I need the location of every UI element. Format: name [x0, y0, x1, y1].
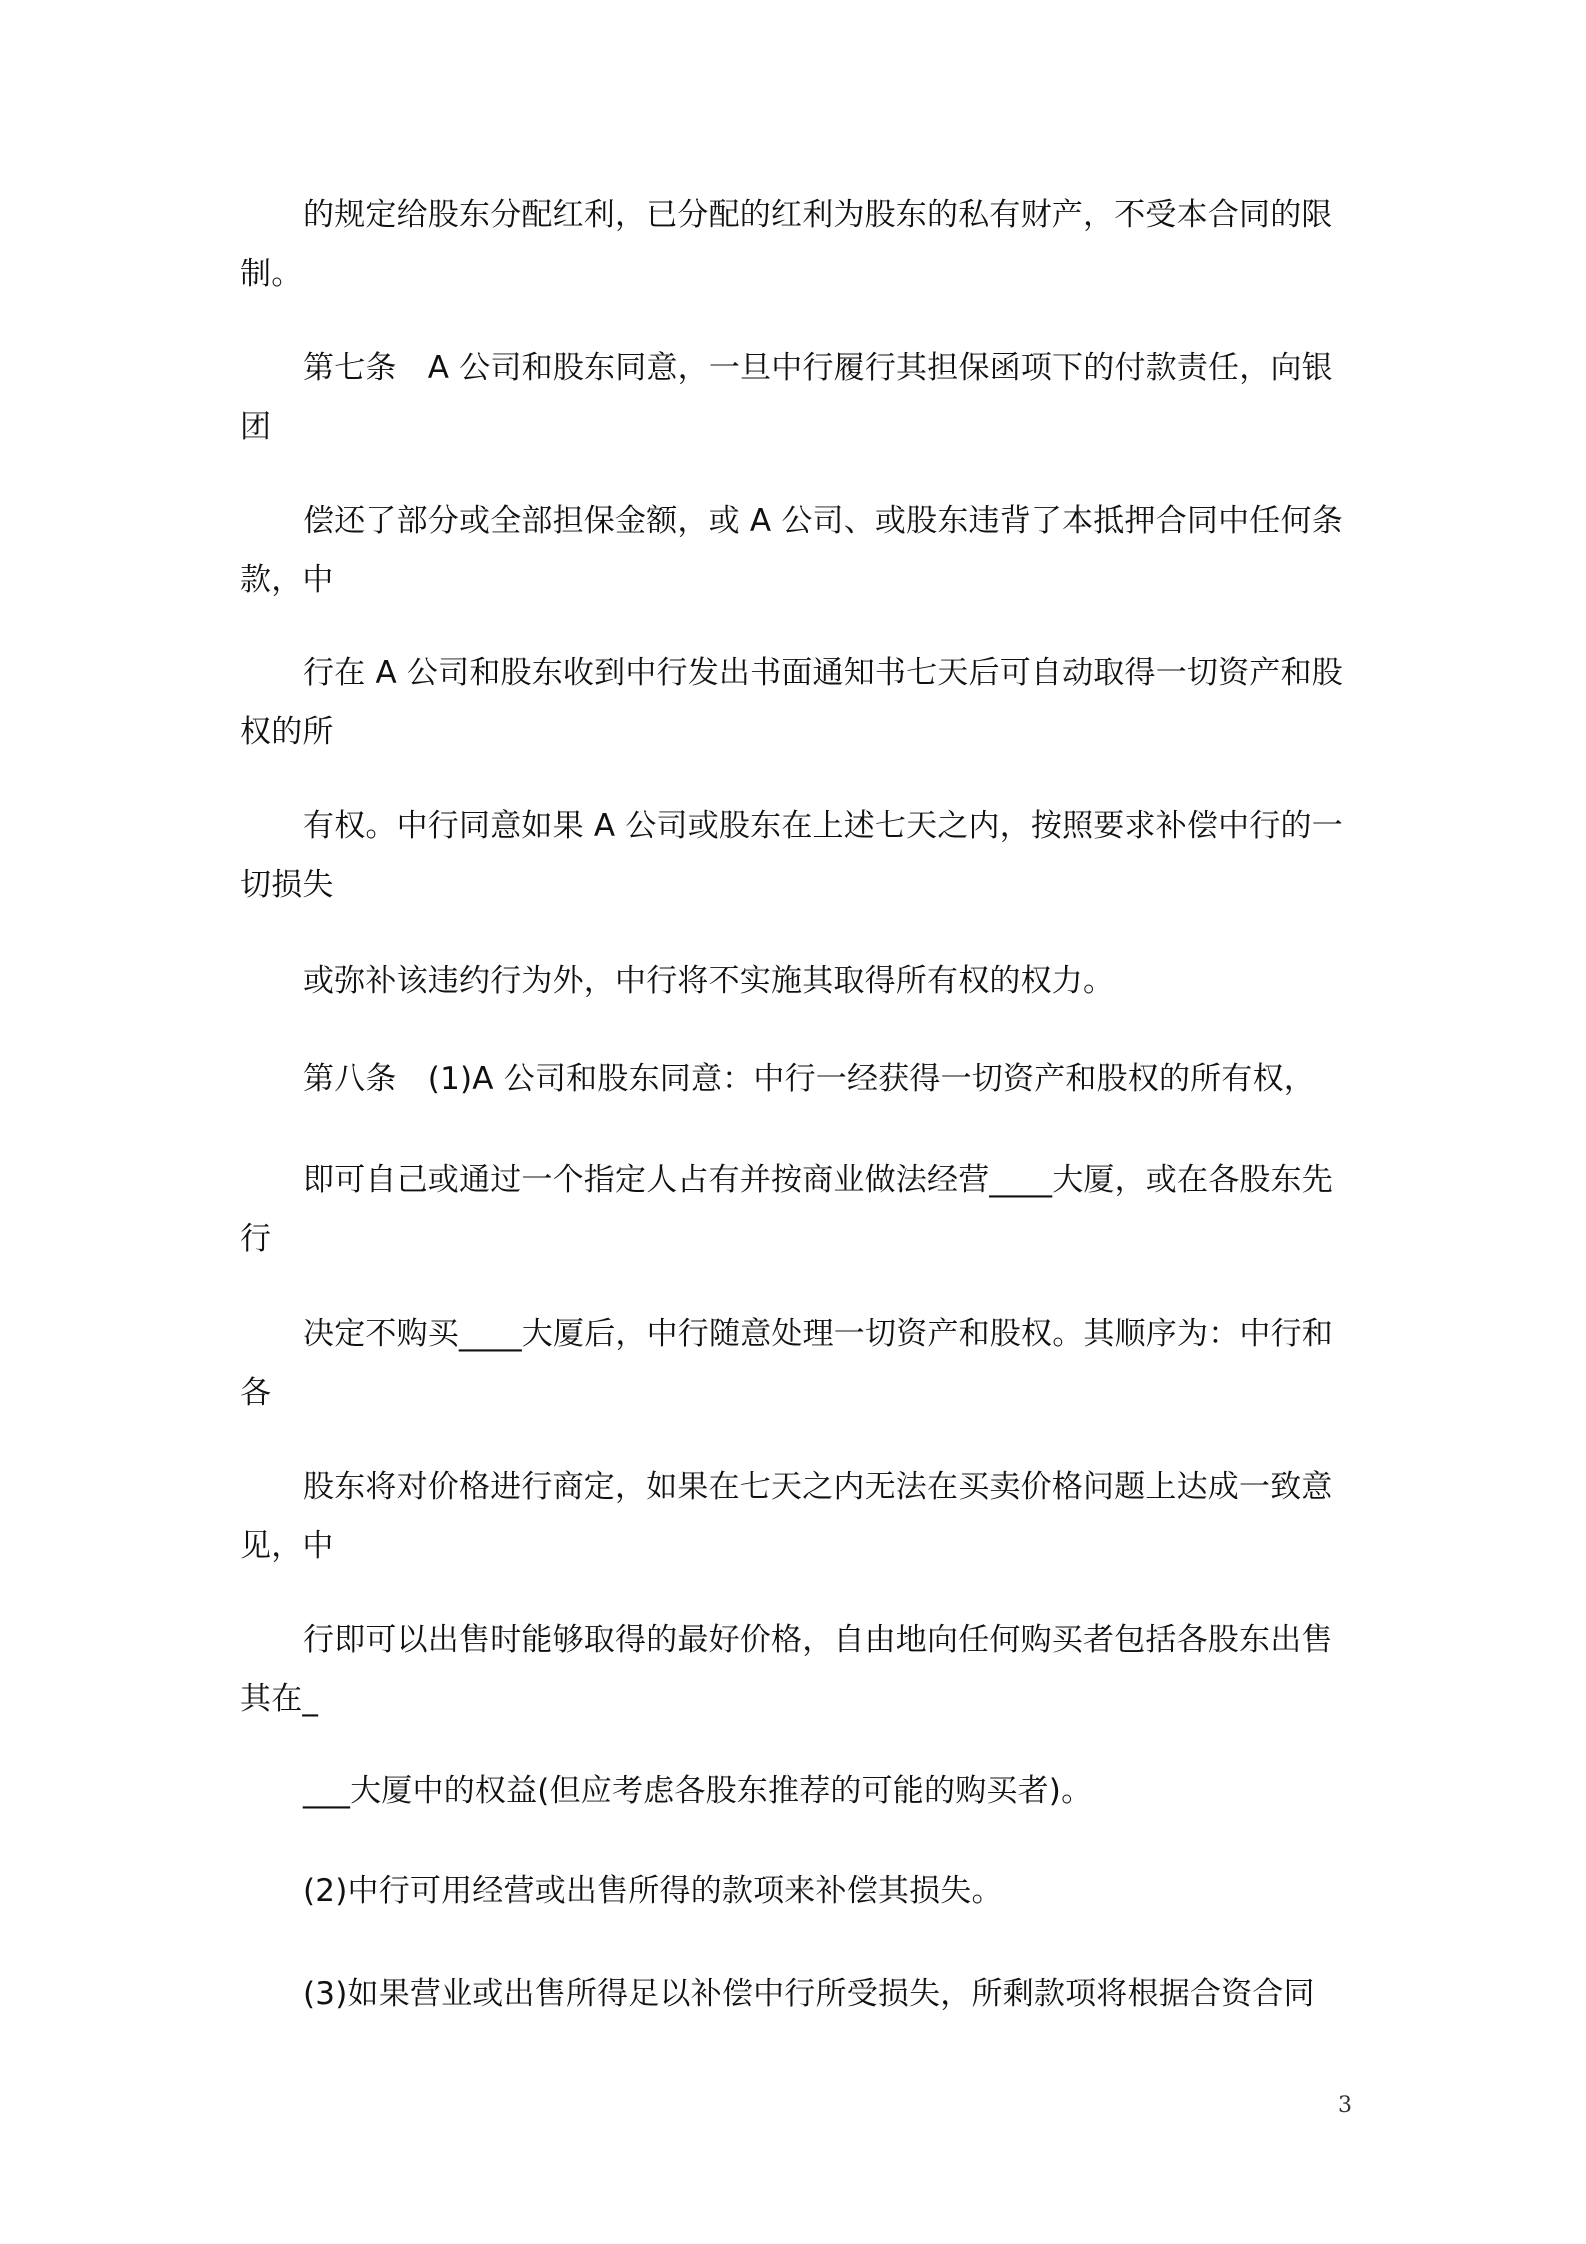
paragraph-9: 决定不购买____大厦后，中行随意处理一切资产和股权。其顺序为：中行和各: [240, 1316, 1333, 1411]
paragraph-13: (2)中行可用经营或出售所得的款项来补偿其损失。: [303, 1873, 1003, 1909]
paragraph-10: 股东将对价格进行商定，如果在七天之内无法在买卖价格问题上达成一致意见，中: [240, 1469, 1333, 1564]
paragraph-14: (3)如果营业或出售所得足以补偿中行所受损失，所剩款项将根据合资合同: [303, 1976, 1315, 2012]
paragraph-4: 行在 A 公司和股东收到中行发出书面通知书七天后可自动取得一切资产和股权的所: [240, 655, 1343, 750]
paragraph-5: 有权。中行同意如果 A 公司或股东在上述七天之内，按照要求补偿中行的一切损失: [240, 808, 1343, 903]
page-number: 3: [1338, 2093, 1352, 2118]
paragraph-3: 偿还了部分或全部担保金额，或 A 公司、或股东违背了本抵押合同中任何条款，中: [240, 503, 1343, 598]
paragraph-2: 第七条 A 公司和股东同意，一旦中行履行其担保函项下的付款责任，向银团: [240, 350, 1333, 445]
paragraph-7: 第八条 (1)A 公司和股东同意：中行一经获得一切资产和股权的所有权，: [303, 1061, 1315, 1097]
paragraph-11: 行即可以出售时能够取得的最好价格，自由地向任何购买者包括各股东出售其在_: [240, 1622, 1333, 1717]
paragraph-6: 或弥补该违约行为外，中行将不实施其取得所有权的权力。: [303, 963, 1115, 999]
paragraph-12: ___大厦中的权益(但应考虑各股东推荐的可能的购买者)。: [303, 1773, 1093, 1809]
paragraph-8: 即可自己或通过一个指定人占有并按商业做法经营____大厦，或在各股东先行: [240, 1162, 1333, 1257]
paragraph-1: 的规定给股东分配红利，已分配的红利为股东的私有财产，不受本合同的限制。: [240, 197, 1333, 292]
